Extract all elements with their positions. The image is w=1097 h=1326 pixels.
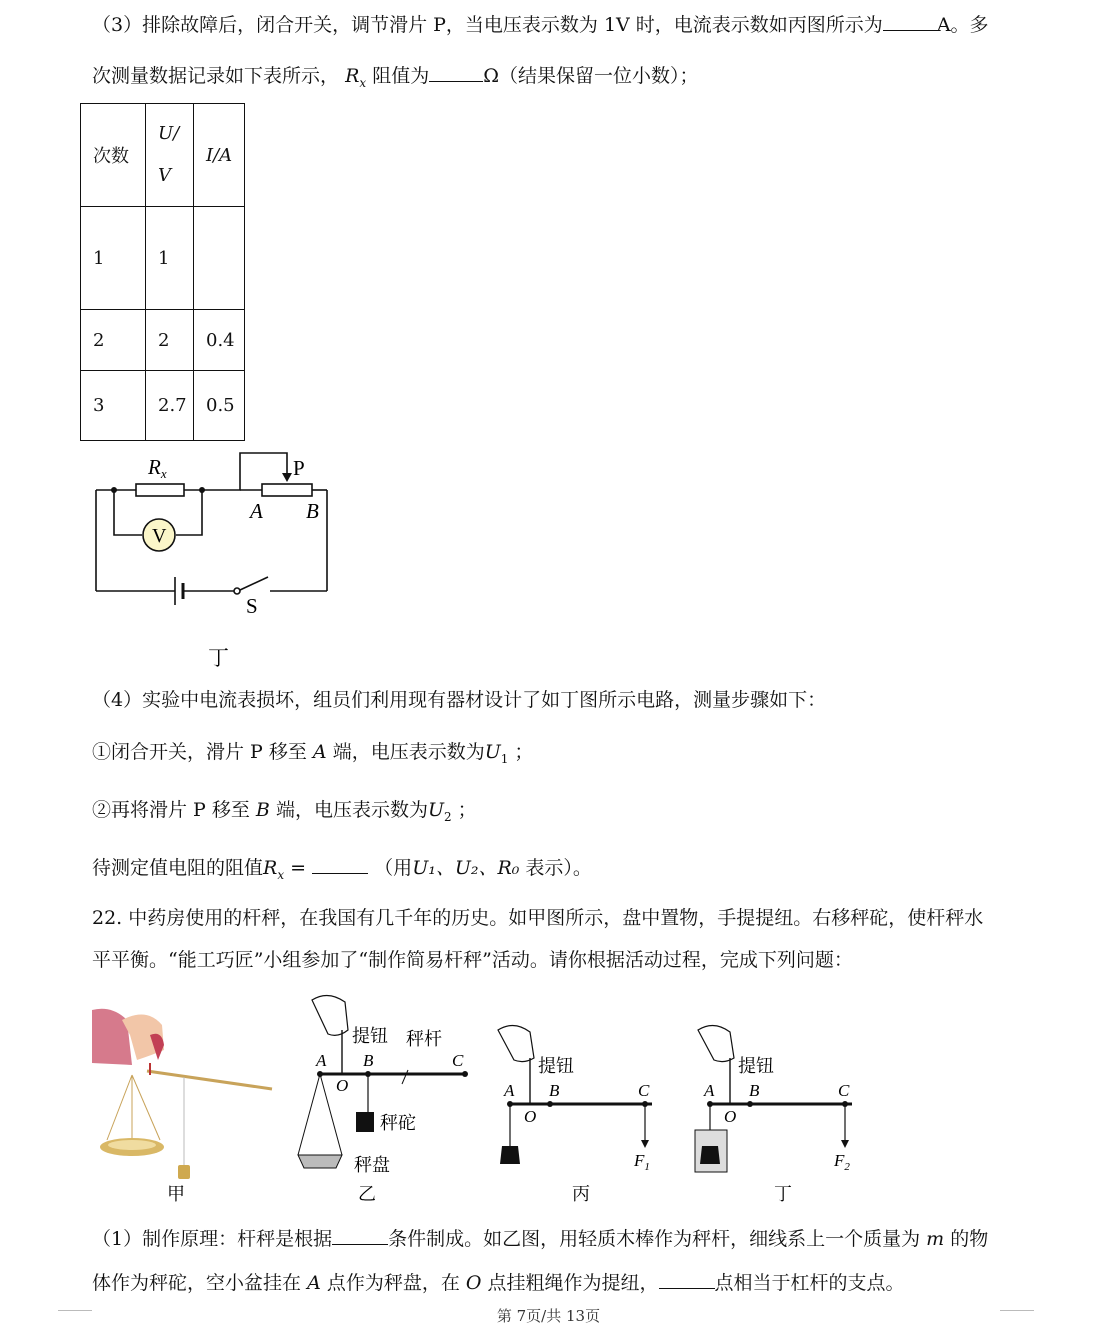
- q22-1-line1-pre: （1）制作原理：杆秤是根据: [92, 1228, 333, 1250]
- table-cell: 2: [81, 310, 146, 371]
- u1-subscript: 1: [500, 751, 509, 766]
- q4-result-post: （用: [374, 857, 413, 879]
- table-cell: 1: [146, 207, 194, 310]
- answer-blank[interactable]: [659, 1270, 715, 1289]
- rx-symbol: R: [345, 65, 360, 87]
- table-header-voltage: U/ V: [146, 104, 194, 207]
- q22-1-line2-pre: 体作为秤砣，空小盆挂在: [92, 1272, 302, 1294]
- table-cell: 3: [81, 371, 146, 441]
- point-b: B: [549, 1081, 560, 1100]
- q4-step1-end: ；: [514, 741, 534, 763]
- q22-1-line2-mid2: 点挂粗绳作为提纽，: [487, 1272, 659, 1294]
- answer-blank[interactable]: [883, 12, 937, 31]
- q4-step1-pre: ①闭合开关，滑片 P 移至: [92, 741, 307, 763]
- q3-line2-pre: 次测量数据记录如下表所示，: [92, 65, 340, 87]
- q4-intro: （4）实验中电流表损坏，组员们利用现有器材设计了如丁图所示电路，测量步骤如下：: [92, 689, 827, 711]
- table-cell: 0.5: [194, 371, 245, 441]
- steelyard-diagram-ding: [690, 1020, 870, 1205]
- table-cell: [194, 207, 245, 310]
- label-tiniu: 提钮: [738, 1056, 774, 1076]
- table-cell: 2: [146, 310, 194, 371]
- point-a: A: [504, 1081, 515, 1100]
- table-row: [81, 207, 245, 310]
- q22-line2: 平平衡。“能工巧匠”小组参加了“制作简易杆秤”活动。请你根据活动过程，完成下列问题：: [92, 949, 853, 971]
- q3-line2-post: Ω（结果保留一位小数）；: [483, 65, 699, 87]
- voltmeter-label: V: [152, 525, 167, 547]
- q4-step2-end: ；: [457, 799, 477, 821]
- circuit-diagram: [80, 445, 350, 675]
- table-header-count: 次数: [81, 104, 146, 207]
- answer-blank[interactable]: [429, 63, 483, 82]
- point-o: O: [465, 1272, 482, 1294]
- rx-symbol: R: [263, 857, 278, 879]
- label-chenggan: 秤杆: [406, 1029, 442, 1049]
- q22-1-line1-mid: 条件制成。如乙图，用轻质木棒作为秤杆，细线系上一个质量为: [388, 1228, 921, 1250]
- q22-line1: 22. 中药房使用的杆秤，在我国有几千年的历史。如甲图所示，盘中置物，手提提纽。右移秤砣，使杆秤水: [92, 907, 984, 929]
- point-a: A: [307, 1272, 321, 1294]
- point-o: O: [336, 1076, 349, 1095]
- force-arrow-icon: [841, 1140, 849, 1148]
- a-label: A: [250, 499, 263, 523]
- u2-symbol: U: [427, 799, 444, 821]
- table-cell: 0.4: [194, 310, 245, 371]
- table-header-current: I/A: [194, 104, 245, 207]
- steelyard-diagram-bing: [490, 1020, 670, 1205]
- b-label: B: [306, 499, 319, 523]
- result-variables: U₁、U₂、R₀: [412, 857, 520, 879]
- table-row: [81, 310, 245, 371]
- switch-label: S: [246, 594, 258, 618]
- junction-dot: [111, 487, 117, 493]
- steelyard-diagram-yi: [290, 990, 480, 1205]
- rx-subscript: x: [359, 75, 367, 90]
- label-chengtuo: 秤砣: [380, 1113, 416, 1133]
- u2-subscript: 2: [443, 809, 452, 824]
- q3-line1-pre: （3）排除故障后，闭合开关，调节滑片 P，当电压表示数为 1V 时，电流表示数如丙图所示为: [92, 14, 883, 36]
- q4-step2: [92, 798, 477, 829]
- u1-symbol: U: [484, 741, 501, 763]
- force-arrow-icon: [641, 1140, 649, 1148]
- table-row: [81, 371, 245, 441]
- rx-label: Rx: [148, 455, 167, 481]
- hand-icon: [498, 1025, 534, 1061]
- steelyard-photo: [92, 1005, 277, 1205]
- junction-dot: [199, 487, 205, 493]
- q22-1-line1-post: 的物: [950, 1228, 989, 1250]
- mass-symbol: m: [926, 1228, 945, 1250]
- force-label-f1: $F_1$: [634, 1151, 650, 1173]
- q4-step2-post: 端，电压表示数为: [275, 799, 428, 821]
- figure-label-ding: 丁: [208, 646, 229, 670]
- point-o: O: [724, 1107, 737, 1126]
- q3-line1: [92, 12, 989, 37]
- point-o: O: [524, 1107, 537, 1126]
- figure-label-bing: 丙: [572, 1184, 590, 1204]
- q22-1-line2-mid: 点作为秤盘，在: [326, 1272, 460, 1294]
- point-b: B: [749, 1081, 760, 1100]
- page-footer: 第 7页/共 13页: [496, 1307, 601, 1325]
- equals-sign: =: [290, 857, 307, 879]
- hand-icon: [698, 1025, 734, 1061]
- p-label: P: [293, 456, 305, 480]
- q3-line2: [92, 63, 698, 95]
- q4-result: [92, 855, 592, 887]
- q4-result-end: 表示）。: [525, 857, 592, 879]
- point-b: B: [363, 1051, 374, 1070]
- slider-arrow-icon: [282, 473, 292, 482]
- q22-1-line2: [92, 1270, 905, 1295]
- force-label-f2: $F_2$: [834, 1151, 850, 1173]
- point-a: A: [704, 1081, 715, 1100]
- q4-result-pre: 待测定值电阻的阻值: [92, 857, 264, 879]
- label-chengpan: 秤盘: [354, 1155, 390, 1175]
- point-c: C: [638, 1081, 650, 1100]
- table-cell: 1: [81, 207, 146, 310]
- point-a: A: [312, 741, 327, 763]
- measurement-table: [80, 103, 245, 441]
- q22-1-line2-post: 点相当于杠杆的支点。: [714, 1272, 905, 1294]
- label-tiniu: 提钮: [538, 1056, 574, 1076]
- point-a: A: [316, 1051, 327, 1070]
- q22-1-line1: [92, 1226, 988, 1251]
- answer-blank[interactable]: [312, 855, 368, 874]
- point-c: C: [452, 1051, 464, 1070]
- figure-label-ding: 丁: [774, 1184, 792, 1204]
- point-b: B: [255, 799, 270, 821]
- q3-line1-post: A。多: [936, 14, 989, 36]
- q4-step1: [92, 740, 533, 771]
- q3-line2-mid: 阻值为: [372, 65, 430, 87]
- rx-subscript: x: [277, 867, 285, 882]
- q4-step1-post: 端，电压表示数为: [332, 741, 485, 763]
- table-cell: 2.7: [146, 371, 194, 441]
- figure-label-jia: 甲: [167, 1184, 185, 1204]
- hand-icon: [312, 995, 348, 1035]
- answer-blank[interactable]: [332, 1226, 388, 1245]
- figure-label-yi: 乙: [358, 1184, 376, 1204]
- point-c: C: [838, 1081, 850, 1100]
- q4-step2-pre: ②再将滑片 P 移至: [92, 799, 250, 821]
- label-tiniu: 提钮: [352, 1026, 388, 1046]
